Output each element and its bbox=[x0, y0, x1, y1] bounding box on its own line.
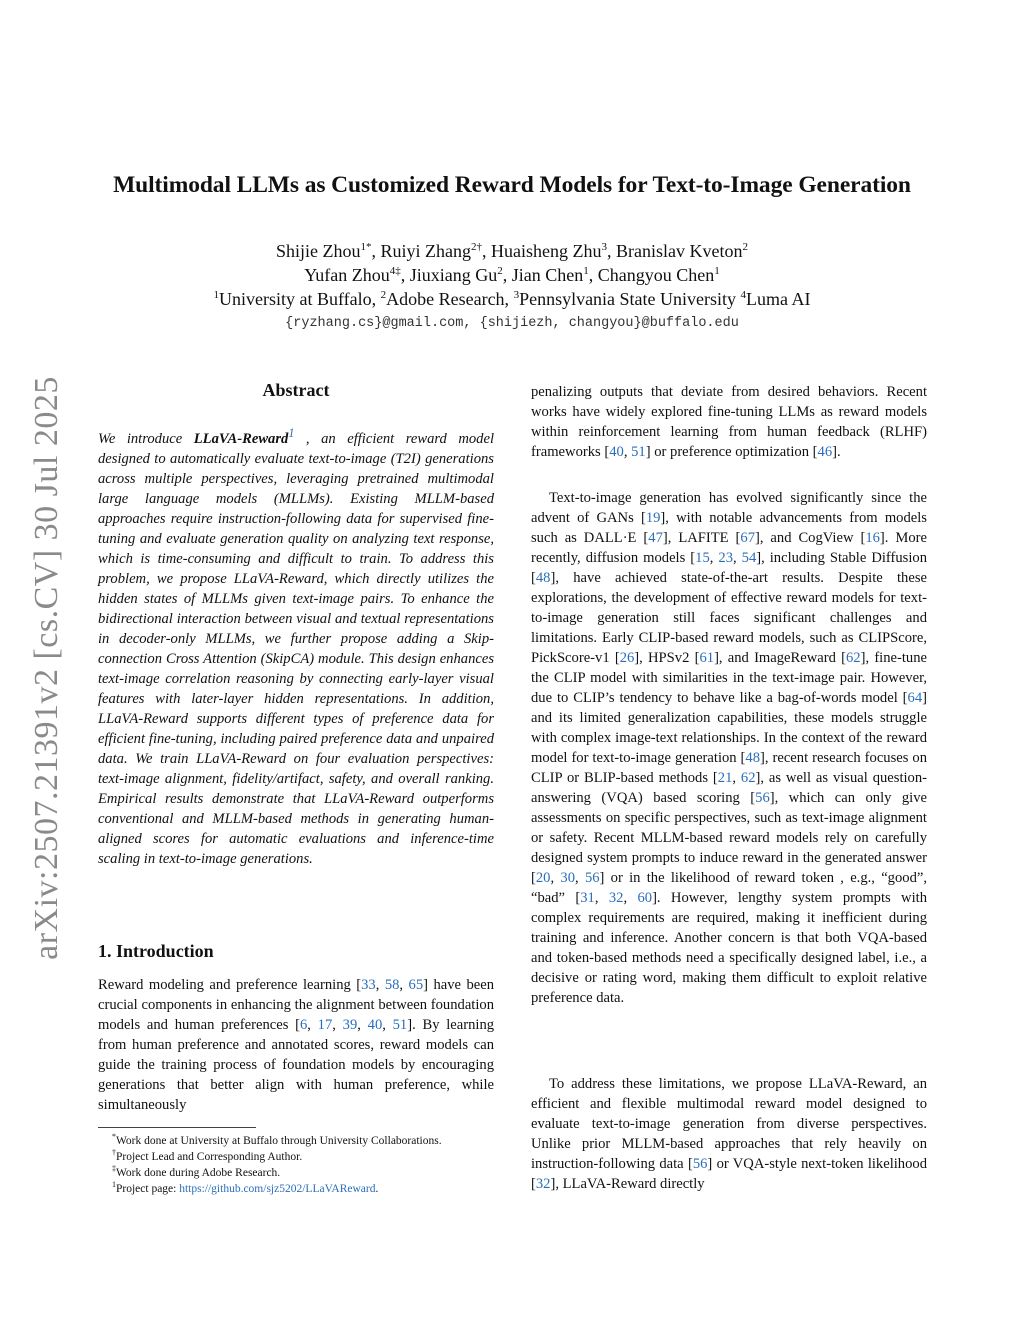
paragraph-text: ], with notable advancements from models such as DALL·E [ bbox=[531, 510, 927, 546]
citation-link[interactable]: 39 bbox=[342, 1017, 358, 1033]
paragraph-text: ], recent research focuses on CLIP or BLIP-based methods [ bbox=[531, 750, 927, 786]
right-paragraph-2 bbox=[531, 488, 927, 1008]
paragraph-text: ]. By learning from human preference and annotated scores, reward models can guide the training process of foundation models by encouraging generations that better align with human preference, while simultaneously bbox=[98, 1017, 495, 1113]
citation-link[interactable]: 65 bbox=[408, 977, 424, 993]
paragraph-text: To address these limitations, we propose LLaVA-Reward, an efficient and flexible multimodal reward model designed to evaluate text-to-image generation from diverse perspectives. Unlike prior MLLM-based approaches that rely heavily on instruction-following data [ bbox=[531, 1076, 927, 1172]
citation-link[interactable]: 6 bbox=[299, 1017, 308, 1033]
paragraph-text: ]. However, lengthy system prompts with complex requirements are required, making it inefficient during training and inference. Another concern is that both VQA-based and token-based methods need a specifically designed label, i.e., a decisive or rating word, making them difficult to exploit relative preference data. bbox=[531, 890, 928, 1006]
author-affiliation-mark: 2† bbox=[471, 241, 483, 253]
paragraph-text: , bbox=[623, 444, 632, 460]
paragraph-text: ], and ImageReward [ bbox=[714, 650, 846, 666]
affiliation-name: University at Buffalo, bbox=[218, 289, 377, 309]
affiliation-mark: 2 bbox=[380, 289, 387, 301]
paragraph-text: , bbox=[732, 550, 742, 566]
paragraph-text: ], as well as visual question-answering (VQA) based scoring [ bbox=[531, 770, 928, 806]
citation-link[interactable]: 62 bbox=[846, 650, 861, 666]
paragraph-text: ], HPSv2 [ bbox=[634, 650, 700, 666]
citation-link[interactable]: 40 bbox=[609, 444, 624, 460]
author-affiliation-mark: 2 bbox=[742, 241, 748, 253]
author-affiliation-mark: 3 bbox=[601, 241, 607, 253]
paragraph-text: , bbox=[307, 1017, 318, 1033]
citation-link[interactable]: 19 bbox=[645, 510, 661, 526]
affiliation-mark: 1 bbox=[213, 289, 219, 301]
citation-link[interactable]: 32 bbox=[608, 890, 624, 906]
footnote-rule bbox=[98, 1127, 256, 1128]
paragraph-text: ], fine-tune the CLIP model with similarities in the text-image pair. However, due to CLIP’s tendency to behave like a bag-of-words model [ bbox=[531, 650, 927, 706]
citation-link[interactable]: 67 bbox=[740, 530, 755, 546]
paragraph-text: ] or VQA-style next-token likelihood [ bbox=[531, 1156, 927, 1192]
citation-link[interactable]: 56 bbox=[755, 790, 770, 806]
paragraph-text: Text-to-image generation has evolved significantly since the advent of GANs [ bbox=[531, 490, 927, 526]
affiliation-name: Luma AI bbox=[746, 289, 811, 309]
affiliation-name: Adobe Research, bbox=[386, 289, 510, 309]
author-affiliation-mark: 4‡ bbox=[389, 265, 401, 277]
paragraph-text: ] and its limited generalization capabilities, these models struggle with complex image-text relationships. In the context of the reward model for text-to-image generation [ bbox=[531, 690, 927, 766]
paragraph-text: , bbox=[594, 890, 609, 906]
citation-link[interactable]: 21 bbox=[717, 770, 733, 786]
paragraph-text: ] or in the likelihood of reward token , e.g., “good”, “bad” [ bbox=[531, 870, 927, 906]
author-name: Yufan Zhou bbox=[304, 265, 390, 285]
footnote-1: *Work done at University at Buffalo through University Collaborations. bbox=[112, 1132, 442, 1147]
right-paragraph-1 bbox=[531, 382, 927, 462]
citation-link[interactable]: 16 bbox=[865, 530, 880, 546]
citation-link[interactable]: 20 bbox=[535, 870, 551, 886]
author-affiliation-mark: 2 bbox=[497, 265, 503, 277]
author-name: Jiuxiang Gu bbox=[409, 265, 498, 285]
intro-paragraph-1 bbox=[98, 975, 494, 1115]
citation-link[interactable]: 15 bbox=[695, 550, 710, 566]
citation-link[interactable]: 51 bbox=[392, 1017, 408, 1033]
author-name: Shijie Zhou bbox=[276, 241, 361, 261]
right-paragraph-3 bbox=[531, 1074, 927, 1194]
model-name: LLaVA-Reward bbox=[193, 430, 289, 447]
citation-link[interactable]: 61 bbox=[699, 650, 715, 666]
paragraph-text: , bbox=[732, 770, 741, 786]
abstract-text: , an efficient reward model designed to automatically evaluate text-to-image (T2I) generations across multiple perspectives, leveraging pretrained multimodal large language models (MLLMs). Existing MLLM-based approaches require instruction-following data for supervised fine-tuning and evaluate generation quality on analyzing text response, which is time-consuming and difficult to train. To address this problem, we propose LLaVA-Reward, which directly utilizes the hidden states of MLLMs given text-image pairs. To enhance the bidirectional interaction between visual and textual representations in decoder-only MLLMs, we further propose adding a Skip-connection Cross Attention (SkipCA) module. This design enhances text-image correlation reasoning by connecting early-layer visual features with later-layer hidden representations. In addition, LLaVA-Reward supports different types of preference data for efficient fine-tuning, including paired preference data and unpaired data. We train LLaVA-Reward on four evaluation perspectives: text-image alignment, fidelity/artifact, safety, and overall ranking. Empirical results demonstrate that LLaVA-Reward outperforms conventional and MLLM-based methods in generating human-aligned scores for automatic evaluations and inference-time scaling in text-to-image generations. bbox=[98, 430, 495, 867]
author-name: Branislav Kveton bbox=[616, 241, 743, 261]
citation-link[interactable]: 33 bbox=[361, 977, 376, 993]
paragraph-text: ], and CogView [ bbox=[754, 530, 866, 546]
citation-link[interactable]: 54 bbox=[741, 550, 757, 566]
paragraph-text: ], have achieved state-of-the-art results. Despite these explorations, the development of effective reward models for text-to-image generation still faces significant challenges and limitations. Early CLIP-based reward models, such as CLIPScore, PickScore-v1 [ bbox=[531, 570, 927, 666]
paragraph-text: penalizing outputs that deviate from desired behaviors. Recent works have widely explored fine-tuning LLMs as reward models within reinforcement learning from human feedback (RLHF) frameworks [ bbox=[531, 384, 927, 460]
paragraph-text: , bbox=[357, 1017, 368, 1033]
paragraph-text: ]. More recently, diffusion models [ bbox=[531, 530, 927, 566]
paper-title: Multimodal LLMs as Customized Reward Models for Text-to-Image Generation bbox=[113, 172, 911, 198]
affiliation-mark: 3 bbox=[513, 289, 520, 301]
citation-link[interactable]: 40 bbox=[367, 1017, 383, 1033]
citation-link[interactable]: 47 bbox=[648, 530, 663, 546]
affiliation-name: Pennsylvania State University bbox=[519, 289, 737, 309]
affiliations bbox=[0, 289, 1024, 310]
citation-link[interactable]: 26 bbox=[619, 650, 635, 666]
citation-link[interactable]: 31 bbox=[580, 890, 595, 906]
author-name: Jian Chen bbox=[511, 265, 584, 285]
citation-link[interactable]: 51 bbox=[631, 444, 646, 460]
paragraph-text: ] or preference optimization [ bbox=[645, 444, 818, 460]
paragraph-text: , bbox=[550, 870, 561, 886]
citation-link[interactable]: 32 bbox=[535, 1176, 551, 1192]
citation-link[interactable]: 17 bbox=[317, 1017, 333, 1033]
paragraph-text: , bbox=[332, 1017, 343, 1033]
arxiv-stamp: arXiv:2507.21391v2 [cs.CV] 30 Jul 2025 bbox=[28, 376, 65, 960]
paragraph-text: Reward modeling and preference learning [ bbox=[98, 977, 362, 993]
author-affiliation-mark: 1 bbox=[583, 265, 589, 277]
citation-link[interactable]: 23 bbox=[718, 550, 733, 566]
citation-link[interactable]: 62 bbox=[740, 770, 756, 786]
author-emails: {ryzhang.cs}@gmail.com, {shijiezh, changyou}@buffalo.edu bbox=[285, 316, 739, 331]
abstract-heading: Abstract bbox=[262, 380, 330, 400]
footnote-2: †Project Lead and Corresponding Author. bbox=[112, 1148, 303, 1163]
author-affiliation-mark: 1 bbox=[714, 265, 720, 277]
paragraph-text: ]. bbox=[832, 444, 841, 460]
paragraph-text: ], LLaVA-Reward directly bbox=[550, 1176, 705, 1192]
author-affiliation-mark: 1* bbox=[360, 241, 372, 253]
citation-link[interactable]: 46 bbox=[817, 444, 833, 460]
citation-link[interactable]: 60 bbox=[637, 890, 653, 906]
citation-link[interactable]: 30 bbox=[560, 870, 575, 886]
paragraph-text: ], including Stable Diffusion [ bbox=[531, 550, 928, 586]
abstract-body bbox=[98, 423, 494, 869]
author-line-1: Shijie Zhou$^{1*}$, Ruiyi Zhang$^{2\dagger}$, Huaisheng Zhu$^3$, Branislav Kveton$^2$ bbox=[276, 241, 748, 261]
affiliation-mark: 4 bbox=[740, 289, 747, 301]
author-line-2: Yufan Zhou$^{4\ddagger}$, Jiuxiang Gu$^2$, Jian Chen$^1$, Changyou Chen$^1$ bbox=[304, 265, 720, 285]
paragraph-text: , bbox=[399, 977, 409, 993]
author-name: Changyou Chen bbox=[597, 265, 715, 285]
intro-heading: 1. Introduction bbox=[98, 941, 214, 961]
paragraph-text: , bbox=[575, 870, 585, 886]
author-name: Ruiyi Zhang bbox=[380, 241, 472, 261]
citation-link[interactable]: 56 bbox=[584, 870, 600, 886]
paragraph-text: ] have been crucial components in enhancing the alignment between foundation models and human preferences [ bbox=[98, 977, 495, 1033]
paragraph-text: ], LAFITE [ bbox=[662, 530, 741, 546]
paragraph-text: , bbox=[382, 1017, 393, 1033]
citation-link[interactable]: 58 bbox=[384, 977, 400, 993]
abstract-lead: We introduce bbox=[98, 430, 194, 447]
citation-link[interactable]: 48 bbox=[745, 750, 761, 766]
author-name: Huaisheng Zhu bbox=[491, 241, 602, 261]
model-footnote-ref[interactable]: 1 bbox=[288, 426, 295, 440]
paragraph-text: , bbox=[623, 890, 638, 906]
paragraph-text: ], which can only give assessments on specific perspectives, such as text-image alignment or safety. Recent MLLM-based reward models rely on carefully designed system prompts to induce reward in the generated answer [ bbox=[531, 790, 927, 886]
citation-link[interactable]: 56 bbox=[692, 1156, 708, 1172]
footnote-3: ‡Work done during Adobe Research. bbox=[112, 1164, 281, 1179]
footnote-4: $^1$Project page: https://github.com/sjz5202/LLaVAReward. bbox=[112, 1180, 379, 1195]
project-page-link[interactable]: https://github.com/sjz5202/LLaVAReward bbox=[179, 1182, 376, 1195]
citation-link[interactable]: 64 bbox=[907, 690, 923, 706]
paragraph-text: , bbox=[375, 977, 385, 993]
paragraph-text: , bbox=[709, 550, 719, 566]
citation-link[interactable]: 48 bbox=[535, 570, 551, 586]
